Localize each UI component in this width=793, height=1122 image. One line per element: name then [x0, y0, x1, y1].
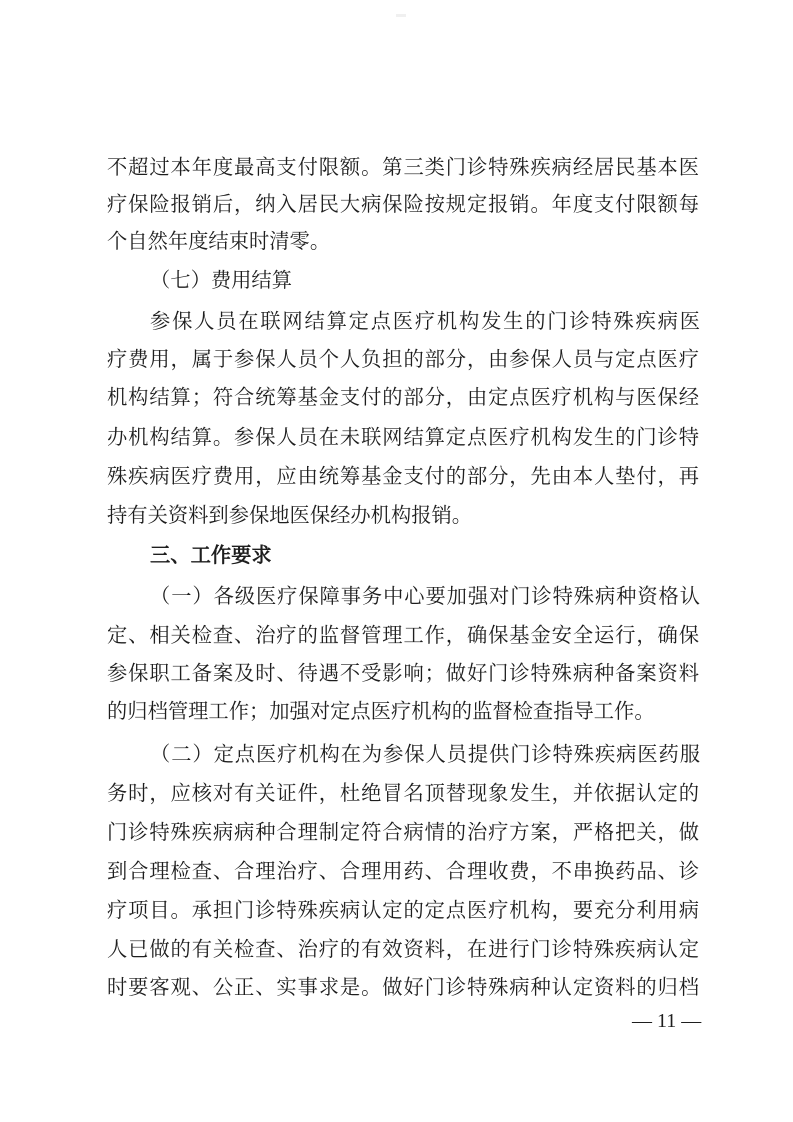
body-line: 定、相关检查、治疗的监督管理工作，确保基金安全运行，确保	[107, 623, 699, 647]
body-line: 的归档管理工作；加强对定点医疗机构的监督检查指导工作。	[107, 699, 655, 723]
body-line: 不超过本年度最高支付限额。第三类门诊特殊疾病经居民基本医	[107, 155, 699, 179]
body-line: 参保职工备案及时、待遇不受影响；做好门诊特殊病种备案资料	[107, 661, 699, 685]
page-number: — 11 —	[632, 1010, 702, 1032]
scan-mark	[396, 14, 406, 17]
body-line: 疗费用，属于参保人员个人负担的部分，由参保人员与定点医疗	[107, 347, 699, 371]
paragraph-first-line: （一）各级医疗保障事务中心要加强对门诊特殊病种资格认	[150, 584, 700, 608]
body-line: 持有关资料到参保地医保经办机构报销。	[107, 503, 473, 527]
body-line: 时要客观、公正、实事求是。做好门诊特殊病种认定资料的归档	[107, 975, 699, 999]
body-line: 疗保险报销后，纳入居民大病保险按规定报销。年度支付限额每	[107, 192, 699, 216]
section-subheading: （七）费用结算	[150, 268, 292, 292]
body-line: 机构结算；符合统筹基金支付的部分，由定点医疗机构与医保经	[107, 385, 699, 409]
body-line: 个自然年度结束时清零。	[107, 229, 331, 253]
body-line: 门诊特殊疾病病种合理制定符合病情的治疗方案，严格把关，做	[107, 820, 699, 844]
section-heading: 三、工作要求	[150, 543, 272, 567]
body-line: 务时，应核对有关证件，杜绝冒名顶替现象发生，并依据认定的	[107, 781, 699, 805]
paragraph-first-line: （二）定点医疗机构在为参保人员提供门诊特殊疾病医药服	[150, 742, 700, 766]
paragraph-first-line: 参保人员在联网结算定点医疗机构发生的门诊特殊疾病医	[150, 309, 700, 333]
body-line: 到合理检查、合理治疗、合理用药、合理收费，不串换药品、诊	[107, 859, 699, 883]
body-line: 办机构结算。参保人员在未联网结算定点医疗机构发生的门诊特	[107, 425, 699, 449]
body-line: 人已做的有关检查、治疗的有效资料，在进行门诊特殊疾病认定	[107, 937, 699, 961]
body-line: 疗项目。承担门诊特殊疾病认定的定点医疗机构，要充分利用病	[107, 898, 699, 922]
body-line: 殊疾病医疗费用，应由统筹基金支付的部分，先由本人垫付，再	[107, 464, 699, 488]
